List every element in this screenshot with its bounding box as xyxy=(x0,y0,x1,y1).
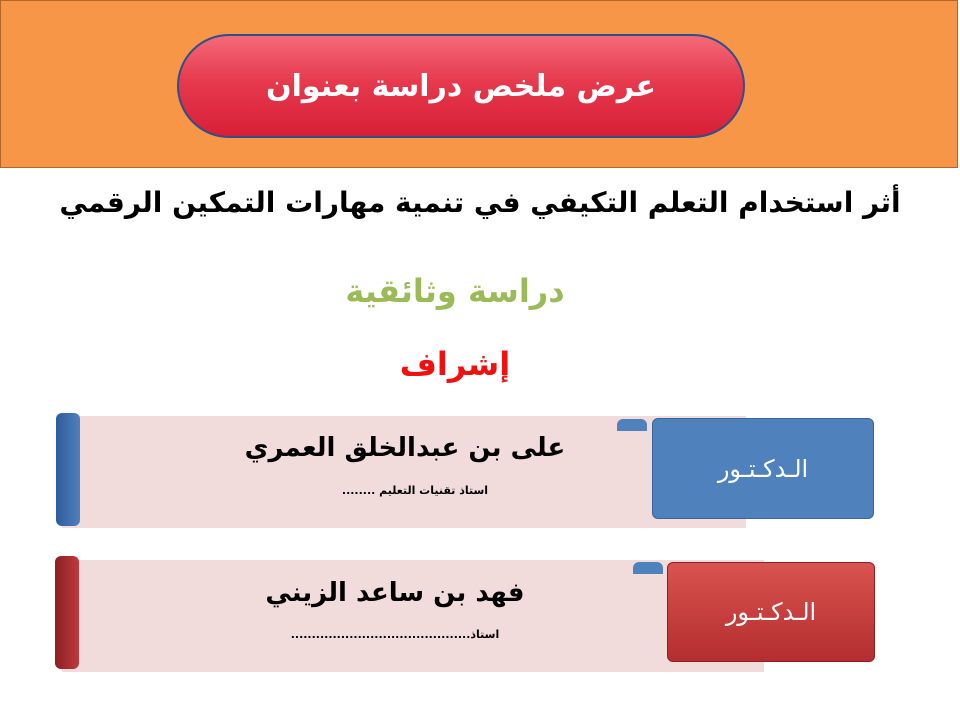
study-type: دراسة وثائقية xyxy=(345,272,565,310)
card-nub xyxy=(633,562,663,574)
slide-header-title: عرض ملخص دراسة بعنوان xyxy=(177,34,745,138)
card-background xyxy=(62,560,764,672)
supervisor-role-badge: الـدكـتـور xyxy=(667,562,875,662)
supervisor-name: على بن عبدالخلق العمري xyxy=(244,433,566,463)
supervisor-name: فهد بن ساعد الزيني xyxy=(265,578,525,608)
card-side-bar xyxy=(55,556,79,669)
card-nub xyxy=(617,419,647,431)
study-title: أثر استخدام التعلم التكيفي في تنمية مهارات التمكين الرقمي xyxy=(59,186,901,219)
supervisor-role-badge: الـدكـتـور xyxy=(652,418,874,519)
supervision-label: إشراف xyxy=(399,345,511,383)
supervisor-position: استاذ تقنيات التعليم ........ xyxy=(341,484,489,497)
supervisor-position: استاذ........................................... xyxy=(290,628,500,641)
card-side-bar xyxy=(56,413,80,526)
